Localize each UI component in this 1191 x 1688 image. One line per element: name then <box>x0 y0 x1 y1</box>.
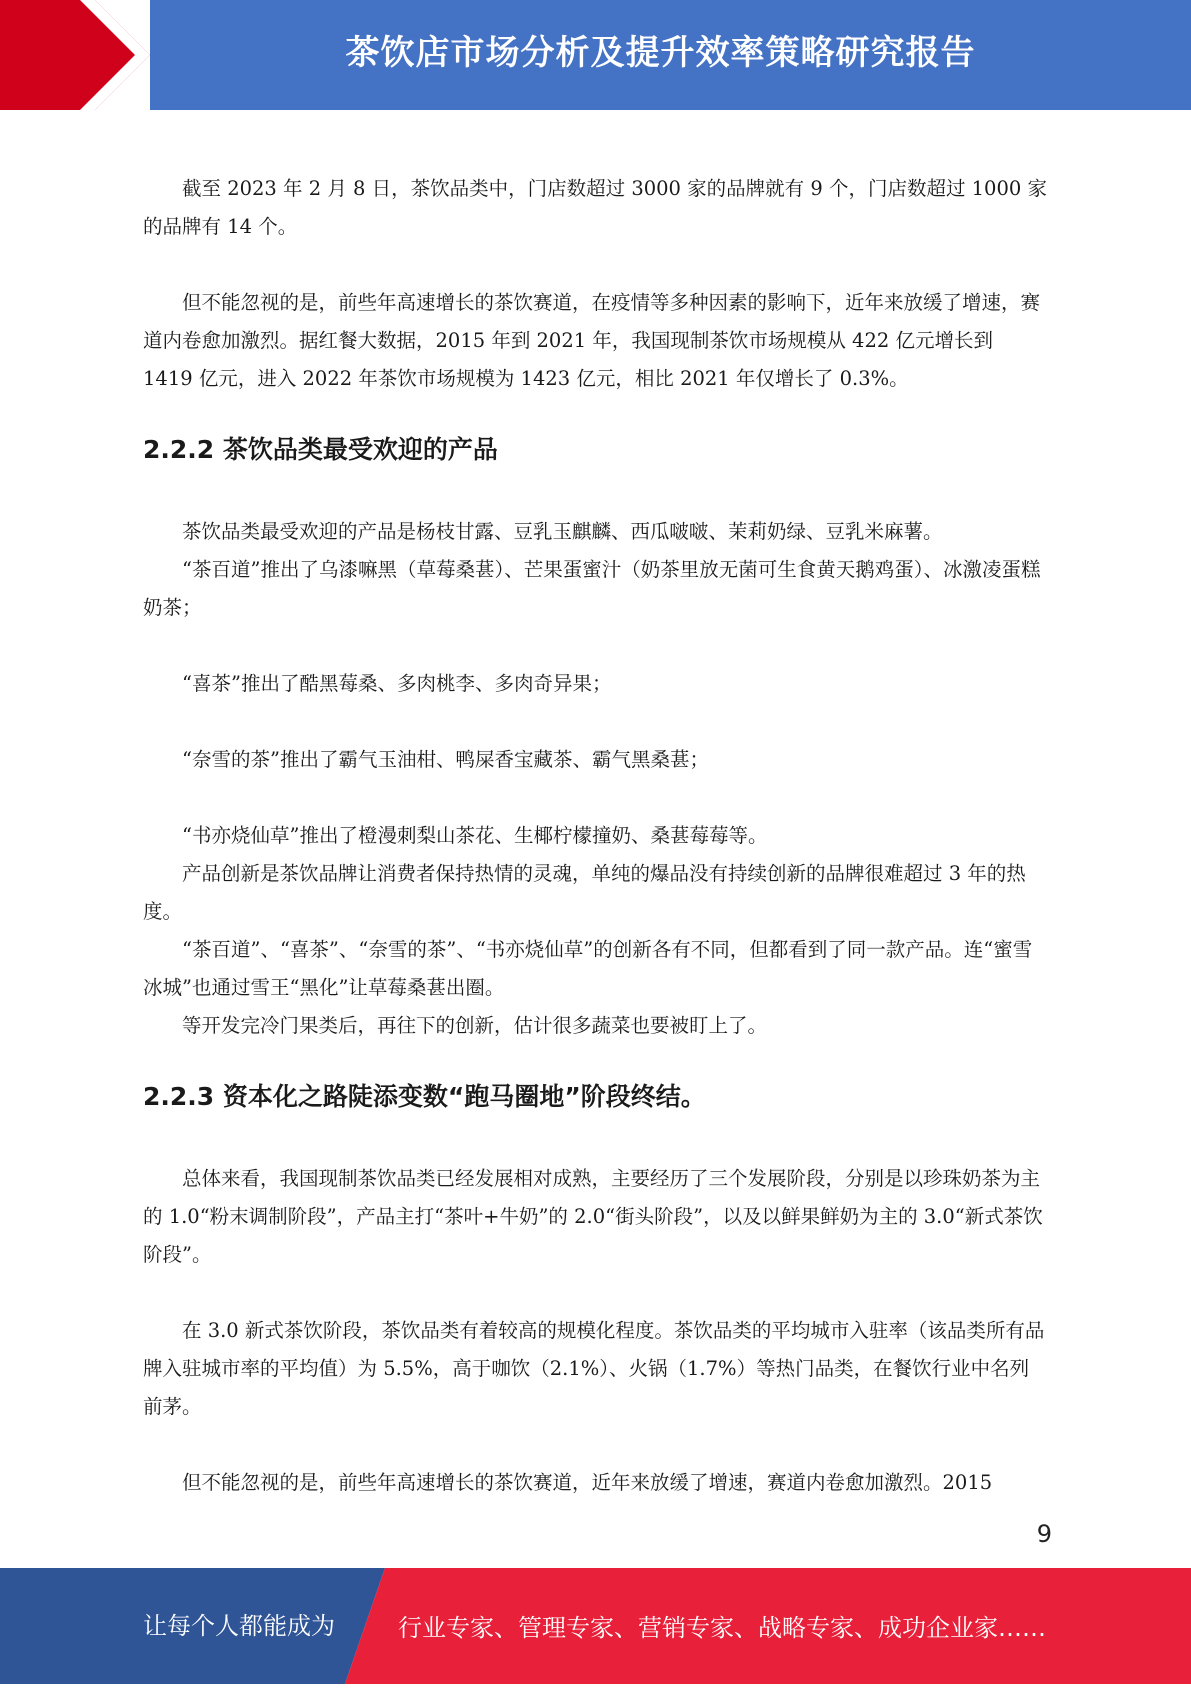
paragraph: “茶百道”推出了乌漆嘛黑（草莓桑葚）、芒果蛋蜜汁（奶茶里放无菌可生食黄天鹅鸡蛋）、冰激凌蛋糕奶茶； <box>143 558 1041 619</box>
paragraph: 但不能忽视的是，前些年高速增长的茶饮赛道，在疫情等多种因素的影响下，近年来放缓了增速，赛道内卷愈加激烈。据红餐大数据，2015 年到 2021 年，我国现制茶饮市场规模从 422 亿元增长到 1419 亿元，进入 2022 年茶饮市场规模为 1423 亿元，相比 2021 年仅增长了 0.3%。 <box>143 291 1041 390</box>
footer-slogan-left: 让每个人都能成为 <box>143 1612 335 1640</box>
paragraph: 在 3.0 新式茶饮阶段，茶饮品类有着较高的规模化程度。茶饮品类的平均城市入驻率（该品类所有品牌入驻城市率的平均值）为 5.5%，高于咖饮（2.1%）、火锅（1.7%）等热门品类，在餐饮行业中名列前茅。 <box>143 1319 1045 1418</box>
paragraph: “喜茶”推出了酷黑莓桑、多肉桃李、多肉奇异果； <box>182 672 612 695</box>
paragraph: 总体来看，我国现制茶饮品类已经发展相对成熟，主要经历了三个发展阶段，分别是以珍珠奶茶为主的 1.0“粉末调制阶段”，产品主打“茶叶+牛奶”的 2.0“街头阶段”，以及以鲜果鲜奶为主的 3.0“新式茶饮阶段”。 <box>143 1167 1043 1266</box>
paragraph: 产品创新是茶饮品牌让消费者保持热情的灵魂，单纯的爆品没有持续创新的品牌很难超过 3 年的热度。 <box>143 862 1026 923</box>
page-footer <box>0 1568 1191 1684</box>
paragraph: 截至 2023 年 2 月 8 日，茶饮品类中，门店数超过 3000 家的品牌就有 9 个，门店数超过 1000 家的品牌有 14 个。 <box>143 177 1047 238</box>
paragraph: 但不能忽视的是，前些年高速增长的茶饮赛道，近年来放缓了增速，赛道内卷愈加激烈。2015 <box>182 1471 993 1494</box>
page-header <box>0 0 1191 110</box>
document-body <box>143 170 1048 1502</box>
paragraph: “书亦烧仙草”推出了橙漫刺梨山茶花、生椰柠檬撞奶、桑葚莓莓等。 <box>182 824 768 847</box>
page-number: 9 <box>1036 1520 1052 1548</box>
paragraph: “茶百道”、“喜茶”、“奈雪的茶”、“书亦烧仙草”的创新各有不同，但都看到了同一款产品。连“蜜雪冰城”也通过雪王“黑化”让草莓桑葚出圈。 <box>143 938 1033 999</box>
section-heading: 2.2.2 茶饮品类最受欢迎的产品 <box>143 435 498 464</box>
paragraph: 茶饮品类最受欢迎的产品是杨枝甘露、豆乳玉麒麟、西瓜啵啵、茉莉奶绿、豆乳米麻薯。 <box>182 520 943 543</box>
section-heading: 2.2.3 资本化之路陡添变数“跑马圈地”阶段终结。 <box>143 1082 706 1111</box>
paragraph: “奈雪的茶”推出了霸气玉油柑、鸭屎香宝藏茶、霸气黑桑葚； <box>182 748 709 771</box>
paragraph: 等开发完冷门果类后，再往下的创新，估计很多蔬菜也要被盯上了。 <box>182 1014 768 1037</box>
footer-slogan-right: 行业专家、管理专家、营销专家、战略专家、成功企业家…… <box>398 1614 1046 1642</box>
header-title: 茶饮店市场分析及提升效率策略研究报告 <box>345 33 976 73</box>
